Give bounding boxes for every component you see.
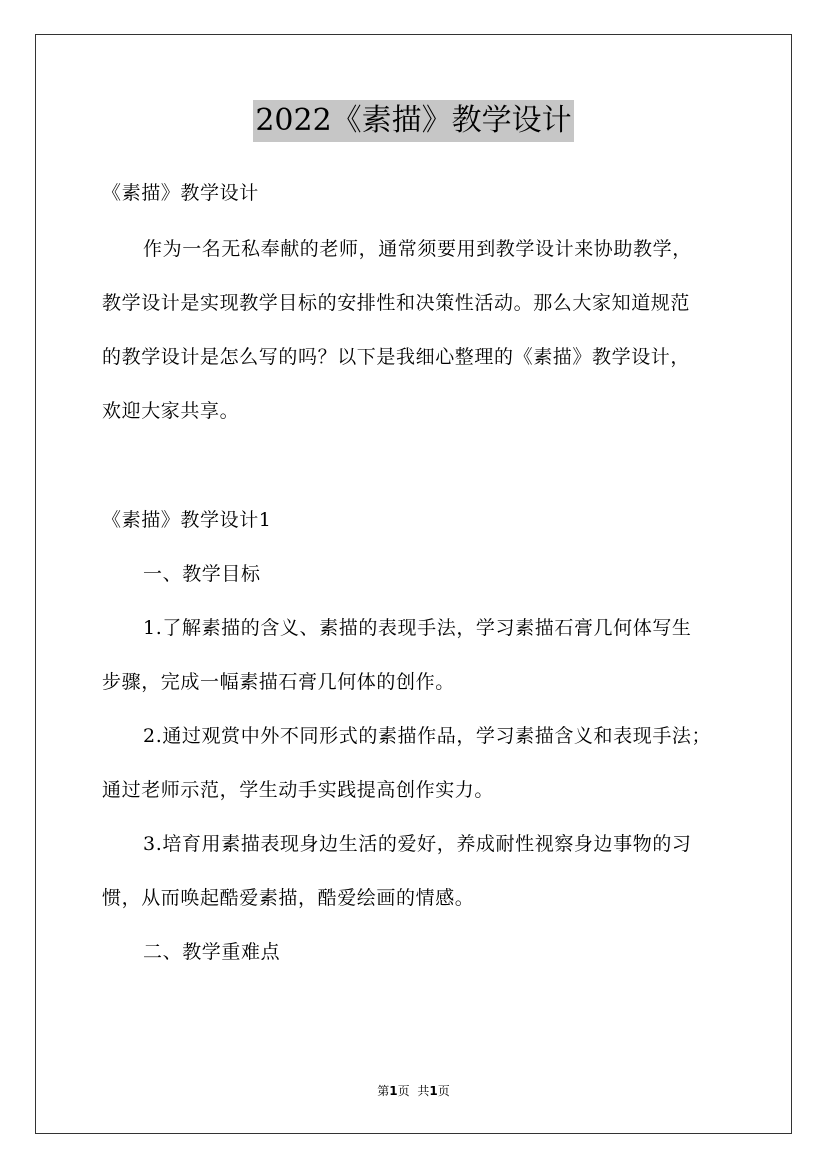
paragraph-line: 3.培育用素描表现身边生活的爱好，养成耐性视察身边事物的习 bbox=[143, 833, 692, 855]
paragraph-line: 1.了解素描的含义、素描的表现手法，学习素描石膏几何体写生 bbox=[143, 617, 692, 639]
footer-page-number: 1 bbox=[389, 1084, 398, 1098]
paragraph-line: 步骤，完成一幅素描石膏几何体的创作。 bbox=[102, 671, 455, 693]
paragraph-line: 作为一名无私奉献的老师，通常须要用到教学设计来协助教学， bbox=[143, 238, 692, 260]
subheading-line: 一、教学目标 bbox=[143, 563, 261, 585]
paragraph-line: 的教学设计是怎么写的吗？以下是我细心整理的《素描》教学设计， bbox=[102, 346, 691, 368]
document-title-text: 2022《素描》教学设计 bbox=[253, 100, 573, 142]
paragraph-line: 惯，从而唤起酷爱素描，酷爱绘画的情感。 bbox=[102, 887, 475, 909]
subheading-line: 二、教学重难点 bbox=[143, 941, 281, 963]
footer-page-suffix: 页 bbox=[397, 1084, 410, 1098]
page-footer bbox=[0, 1083, 827, 1099]
paragraph-line: 通过老师示范，学生动手实践提高创作实力。 bbox=[102, 779, 495, 801]
footer-total-suffix: 页 bbox=[437, 1084, 450, 1098]
footer-total-pages: 1 bbox=[429, 1084, 438, 1098]
paragraph-line: 欢迎大家共享。 bbox=[102, 400, 240, 422]
paragraph-line: 教学设计是实现教学目标的安排性和决策性活动。那么大家知道规范 bbox=[102, 292, 691, 314]
document-title bbox=[0, 100, 827, 142]
subtitle-line: 《素描》教学设计 bbox=[102, 182, 259, 204]
paragraph-line: 2.通过观赏中外不同形式的素描作品，学习素描含义和表现手法； bbox=[143, 725, 712, 747]
footer-prefix: 第 bbox=[377, 1084, 390, 1098]
footer-total-prefix: 共 bbox=[417, 1084, 430, 1098]
section-heading: 《素描》教学设计1 bbox=[102, 509, 272, 531]
